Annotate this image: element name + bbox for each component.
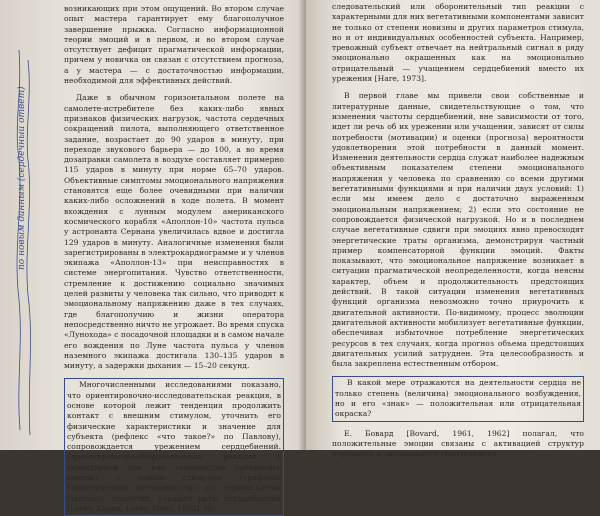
right-paragraph-1: следовательский или оборонительный тип реакции с характерными для них вегетативными компонентами зависит не только от степени новизны и других параметров стимула, но и от индивидуальных особенностей субъекта. Например, тревожный субъект отвечает на нейтральный сигнал в ряду эмоционально окрашенных как на эмоционально отрицательный — учащением сердцебиений вместо их урежения [Hare, 1973]. [332,2,584,84]
right-paragraph-3: В какой мере отражаются на деятельности сердца не только степень (величина) эмоционального возбуждения, но и его «знак» — положительная или отрицательная окраска? [332,376,584,421]
left-paragraph-2: Даже в обычном горизонтальном полете на самолете-истребителе без каких-либо явных признаков физических нагрузок, частота сердечных сокращений пилота, выполняющего ответственное задание, возрастает до 90 ударов в минуту, при переходе звукового барьера — до 100, а во время дозаправки самолета в воздухе составляет примерно 115 ударов в минуту при норме 65–70 ударов. Объективные симптомы эмоционального напряжения становятся еще более очевидными при наличии каких-либо осложнений в ходе полета. В момент вхождения с лунным модулем американского космического корабля «Аполлон-10» частота пульса у астронавта Сернана увеличилась вдвое и достигла 129 ударов в минуту. Аналогичные изменения были зарегистрированы в электрокардиограмме и у членов экипажа «Аполлон-13» при неисправностях в системе энергопитания. Чувство ответственности, стремление к достижению социально значимых целей развиты у человека так сильно, что приводят к эмоциональному напряжению даже в тех случаях, где благополучию и жизни оператора непосредственно ничто не угрожает. Во время спуска «Лунохода» с посадочной площадки и в самом начале его вождения по Луне частота пульса у членов наземного экипажа достигала 130–135 ударов в минуту, а задержки дыхания — 15–20 секунд. [64,93,284,371]
margin-note-text: по новым данным (сердечный ответ) [17,86,27,270]
left-paragraph-1: возникающих при этом ощущений. Во втором случае опыт мастера гарантирует ему благополучное завершение прыжка. Согласно информационной теории эмоций и в первом, и во втором случае отсутствует дефицит прагматической информации, причем у новичка он связан с отсутствием прогноза, а у мастера — с достаточностью информации, необходимой для эффективных действий. [64,4,284,86]
handwriting-drawing [6,40,46,440]
handwritten-margin-note [6,40,46,440]
left-paragraph-3: Многочисленными исследованиями показано, что ориентировочно-исследовательская реакция, в основе которой лежит тенденция продолжить контакт с внешним стимулом, уточнить его физические характеристики и значение для субъекта (рефлекс «что такое?» по Павлову), сопровождается урежением сердцебиений. Ориентировочно-оборонительная реакция с характерной для нее готовностью прекратить контакт с новым стимулом («рефлекс биологической осторожности» по терминологии Павлова), напротив, учащает ритм сердцебиений [Lacey, Kagan, Lacey, Moss, 1963]. Ис- [64,378,284,516]
right-page [306,0,600,459]
right-paragraph-2: В первой главе мы привели свои собственные и литературные данные, свидетельствующие о том, что изменения частоты сердцебиений, вне зависимости от того, идет ли речь об их урежении или учащении, зависят от силы потребности (мотивации) и оценки (прогноза) вероятности удовлетворения этой потребности в данный момент. Изменения деятельности сердца служат наиболее надежным объективным показателем степени эмоционального напряжения у человека по сравнению со всеми другими вегетативными функциями и при наличии двух условий: 1) если мы имеем дело с достаточно выраженным эмоциональным напряжением; 2) если это состояние не сопровождается физической нагрузкой. Но и в последнем случае вегетативные сдвиги при эмоциях явно превосходят энергетические траты организма, демонстрируя частный пример компенсаторной функции эмоций. Факты показывают, что эмоциональное напряжение возникает в ситуации прагматической неопределенности, когда неясны характер, объем и продолжительность предстоящих действий. В такой ситуации изменения вегетативных функций организма невозможно точно приурочить к двигательной активности. По-видимому, процесс эволюции двигательной активности мобилизует вегетативные функции, обеспечивая избыточное потребление энергетических ресурсов в тех случаях, когда прогноз объема предстоящих двигательных усилий затруднен. Эта целесообразность и была закреплена естественным отбором. [332,91,584,369]
right-paragraph-4: Е. Бовард [Bovard, 1961, 1962] полагал, что положительные эмоции связаны с активацией структур переднего и латерального гипоталамуса [332,428,584,459]
